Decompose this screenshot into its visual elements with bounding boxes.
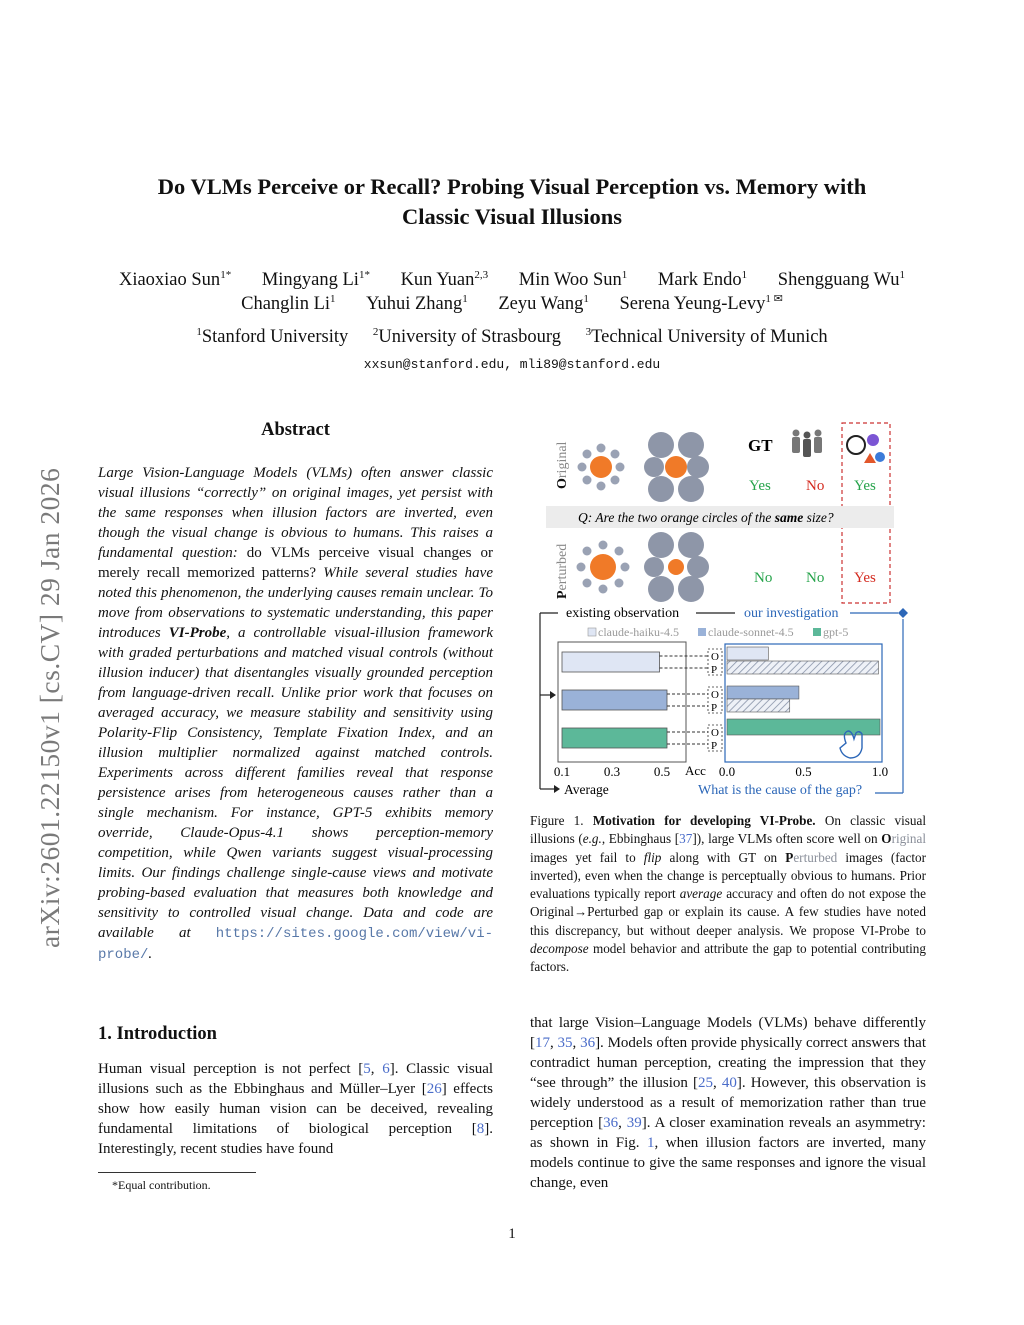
op-label-original: O: [711, 727, 719, 739]
citation-link[interactable]: 39: [626, 1115, 642, 1131]
author: Serena Yeung-Levy$^{1 ✉}$: [619, 292, 783, 314]
our-investigation-label: our investigation: [744, 606, 839, 621]
footnote: *Equal contribution.: [112, 1178, 211, 1192]
abstract-text: Large Vision-Language Models (VLMs) often answer classic visual illusions “correctly” on original images, yet persist with the same responses when illusion factors are inverted, even though the visual change is obvious to humans. This raises a fundamental question: do VLMs perceive visual changes or merely recall memorized patterns? While several studies have noted this phenomenon, the underlying causes remain unclear. To move from observations to systematic understanding, this paper introduces VI-Probe, a controllable visual-illusion framework with graded perturbations and matched visual controls (without illusion inducer) that disentangles visually grounded perception from language-driven recall. Unlike prior work that focuses on averaged accuracy, we measure stability and sensitivity using Polarity-Flip Consistency, Template Fixation Index, and an illusion multiplier normalized against matched controls. Experiments across different families reveal that response persistence arises from heterogeneous causes rather than a single mechanism. For instance, GPT-5 exhibits memory override, Claude-Opus-4.1 shows perception-memory competition, while Qwen variants suggest visual-processing limits. Our findings challenge single-cause views and motivate probing-based evaluation that measures both knowledge and sensitivity to controlled visual change. Data and code are available at https://sites.google.com/view/vi-probe/.: [98, 465, 494, 963]
paper-title: [100, 172, 924, 232]
citation-link[interactable]: 17: [535, 1035, 550, 1051]
authors-row-2: [80, 294, 944, 315]
author: Changlin Li$^1$: [241, 292, 336, 314]
op-label-perturbed: P: [711, 702, 718, 714]
answer-model-perturbed: Yes: [854, 570, 876, 586]
footnote-rule: [98, 1172, 256, 1173]
right-panel-ticks: [719, 764, 888, 779]
gt-label: GT: [748, 436, 773, 455]
model-logos-icon: [847, 434, 885, 463]
original-illusion-small: [578, 444, 625, 491]
x-tick-label: 0.1: [553, 764, 571, 779]
author: Yuhui Zhang$^1$: [366, 292, 468, 314]
author: Shengguang Wu$^1$: [777, 268, 906, 290]
legend-item: gpt-5: [823, 625, 849, 639]
title-line-1: Do VLMs Perceive or Recall? Probing Visual Perception vs. Memory with: [157, 174, 867, 199]
x-tick-label: 1.0: [871, 764, 889, 779]
affiliation: $^1$Stanford University: [196, 325, 349, 347]
authors-row-1: [80, 270, 944, 291]
question-text: Q: Are the two orange circles of the same size?: [578, 510, 834, 525]
figure-1-svg: [530, 415, 930, 805]
gap-question: What is the cause of the gap?: [698, 783, 863, 798]
x-tick-label: 0.0: [718, 764, 736, 779]
introduction-text-continued: that large Vision–Language Models (VLMs) behave differently [17, 35, 36]. Models often provide physically correct answers that contradict human perception, creating the impression that they “see through” the illusion [25, 40]. However, this observation is widely understood as a result of memorization rather than true perception [36, 39]. A closer examination reveals an asymmetry: as shown in Fig. 1, when illusion factors are inverted, many models continue to give the same responses and ignore the visual change, even: [530, 1015, 927, 1191]
average-bar: [562, 690, 667, 710]
left-panel-ticks: [554, 764, 670, 779]
affiliation: $^2$University of Strasbourg: [372, 325, 561, 347]
title-line-2: Classic Visual Illusions: [401, 204, 623, 229]
citation-link[interactable]: 5: [363, 1061, 371, 1077]
left-axis-label: Average: [564, 782, 609, 797]
author-emails[interactable]: xxsun@stanford.edu, mli89@stanford.edu: [363, 357, 661, 372]
answer-model-original: Yes: [854, 478, 876, 494]
figure-1: [530, 415, 930, 805]
perturbed-acc-bar: [727, 661, 878, 674]
op-label-perturbed: P: [711, 740, 718, 752]
bar-connectors: [660, 649, 723, 752]
x-tick-label: 0.5: [795, 764, 812, 779]
citation-link[interactable]: 37: [679, 831, 693, 847]
average-bar: [562, 652, 660, 672]
original-acc-bar: [727, 686, 799, 699]
left-panel-bars: [562, 652, 667, 748]
answer-gt-perturbed: No: [754, 570, 773, 586]
citation-link[interactable]: 1: [647, 1135, 655, 1151]
original-acc-bar: [727, 647, 768, 660]
citation-link[interactable]: 26: [426, 1081, 442, 1097]
row-label-perturbed: Perturbed: [555, 543, 570, 599]
existing-observation-label: existing observation: [566, 606, 680, 621]
affiliations: [80, 327, 944, 348]
answer-human-perturbed: No: [806, 570, 825, 586]
citation-link[interactable]: 36: [603, 1115, 619, 1131]
citation-link[interactable]: 36: [580, 1035, 596, 1051]
op-label-original: O: [711, 689, 719, 701]
perturbed-illusion-small: [577, 541, 630, 594]
arxiv-identifier[interactable]: arXiv:2601.22150v1 [cs.CV] 29 Jan 2026: [34, 467, 65, 948]
author: Xiaoxiao Sun$^{1*}$: [118, 268, 232, 290]
author: Min Woo Sun$^1$: [518, 268, 628, 290]
legend-item: claude-sonnet-4.5: [708, 625, 794, 639]
row-label-original: Original: [555, 441, 570, 489]
citation-link[interactable]: 35: [557, 1035, 573, 1051]
humans-icon: [792, 430, 822, 458]
x-tick-label: 0.5: [653, 764, 671, 779]
legend-item: claude-haiku-4.5: [598, 625, 679, 639]
citation-link[interactable]: 8: [476, 1121, 485, 1137]
perturbed-acc-bar: [727, 699, 790, 712]
chart-legend: [588, 625, 848, 639]
author: Zeyu Wang$^1$: [498, 292, 589, 314]
author: Mark Endo$^1$: [657, 268, 748, 290]
citation-link[interactable]: 6: [382, 1061, 390, 1077]
x-tick-label: 0.3: [603, 764, 621, 779]
answer-human-original: No: [806, 478, 825, 494]
perturbed-illusion-large: [644, 532, 709, 602]
introduction-text: Human visual perception is not perfect [5, 6]. Classic visual illusions such as the Ebbinghaus and Müller–Lyer [26] effects show how easily human vision can be deceived, revealing fundamental limitations of biological perception [8]. Interestingly, recent studies have found: [98, 1061, 494, 1157]
op-label-original: O: [711, 651, 719, 663]
project-link[interactable]: https://sites.google.com/view/vi-probe/: [98, 926, 493, 963]
answer-gt-original: Yes: [749, 478, 771, 494]
citation-link[interactable]: 25: [698, 1075, 714, 1091]
acc-axis-label: Acc: [685, 763, 706, 778]
right-panel-bars: [727, 647, 880, 735]
section-heading-introduction: 1. Introduction: [98, 1024, 217, 1044]
citation-link[interactable]: 40: [721, 1075, 737, 1091]
figure-caption: Figure 1. Motivation for developing VI-Probe. On classic visual illusions (e.g., Ebbinghaus [37]), large VLMs often score well on Original images yet fail to flip along with GT on Perturbed images (factor inverted), even when the change is perceptually obvious to humans. Prior evaluations typically report average accuracy and often do not expose the Original→Perturbed gap or explain its cause. A few studies have noted this discrepancy, but without deeper analysis. We propose VI-Probe to decompose model behavior and attribute the gap to potential contributing factors.: [530, 813, 926, 975]
author: Mingyang $Li^{1*}$: [261, 268, 370, 290]
op-label-perturbed: P: [711, 664, 718, 676]
affiliation: $^3$Technical University of Munich: [585, 325, 828, 347]
author: Kun Yuan$^{2,3}$: [400, 268, 489, 290]
average-bar: [562, 728, 667, 748]
page-number: 1: [508, 1226, 516, 1242]
abstract-heading: Abstract: [261, 420, 330, 440]
original-illusion-large: [644, 432, 709, 502]
